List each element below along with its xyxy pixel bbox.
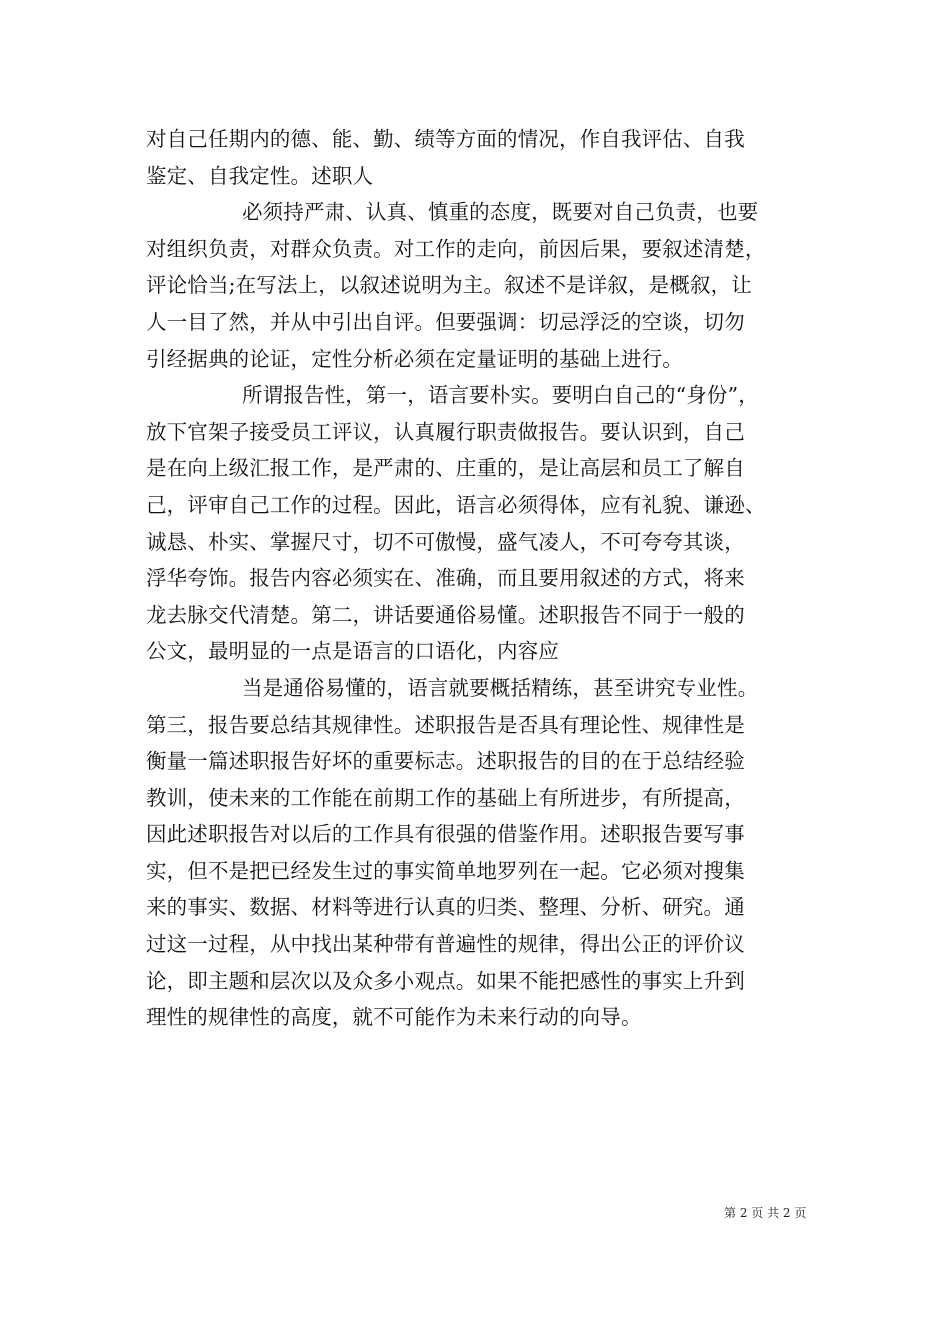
paragraph-start-line: 所谓报告性，第一，语言要朴实。要明白自己的“身份”，: [242, 383, 759, 408]
text-line: 放下官架子接受员工评议，认真履行职责做报告。要认识到，自己: [146, 419, 745, 444]
text-line: 公文，最明显的一点是语言的口语化，内容应: [146, 639, 559, 664]
text-line: 鉴定、自我定性。述职人: [146, 163, 374, 188]
text-line: 衡量一篇述职报告好坏的重要标志。述职报告的目的在于总结经验: [146, 749, 745, 774]
text-line: 来的事实、数据、材料等进行认真的归类、整理、分析、研究。通: [146, 895, 745, 920]
document-body: [146, 121, 806, 1036]
text-line: 对组织负责，对群众负责。对工作的走向，前因后果，要叙述清楚，: [146, 236, 766, 261]
text-line: 是在向上级汇报工作，是严肃的、庄重的，是让高层和员工了解自: [146, 456, 745, 481]
text-line: 因此述职报告对以后的工作具有很强的借鉴作用。述职报告要写事: [146, 822, 745, 847]
text-line: 实，但不是把已经发生过的事实简单地罗列在一起。它必须对搜集: [146, 858, 745, 883]
text-line: 浮华夸饰。报告内容必须实在、准确，而且要用叙述的方式，将来: [146, 566, 745, 591]
paragraph-start-line: 必须持严肃、认真、慎重的态度，既要对自己负责，也要: [242, 200, 759, 225]
text-line: 诚恳、朴实、掌握尺寸，切不可傲慢，盛气凌人，不可夸夸其谈，: [146, 529, 745, 554]
text-line: 教训，使未来的工作能在前期工作的基础上有所进步，有所提高，: [146, 785, 745, 810]
text-line: 论，即主题和层次以及众多小观点。如果不能把感性的事实上升到: [146, 968, 745, 993]
paragraph-start-line: 当是通俗易懂的，语言就要概括精练，甚至讲究专业性。: [242, 675, 759, 700]
text-line: 引经据典的论证，定性分析必须在定量证明的基础上进行。: [146, 346, 683, 371]
text-line: 人一目了然，并从中引出自评。但要强调：切忌浮泛的空谈，切勿: [146, 309, 745, 334]
text-line: 对自己任期内的德、能、勤、绩等方面的情况，作自我评估、自我: [146, 127, 745, 151]
text-line: 理性的规律性的高度，就不可能作为未来行动的向导。: [146, 1005, 642, 1030]
page-number-footer: 第 2 页 共 2 页: [724, 1206, 807, 1220]
text-line: 第三，报告要总结其规律性。述职报告是否具有理论性、规律性是: [146, 712, 745, 737]
text-line: 过这一过程，从中找出某种带有普遍性的规律，得出公正的评价议: [146, 932, 745, 957]
text-line: 己，评审自己工作的过程。因此，语言必须得体，应有礼貌、谦逊、: [146, 492, 766, 517]
text-line: 龙去脉交代清楚。第二，讲话要通俗易懂。述职报告不同于一般的: [146, 602, 745, 627]
text-line: 评论恰当;在写法上，以叙述说明为主。叙述不是详叙，是概叙，让: [146, 273, 752, 298]
